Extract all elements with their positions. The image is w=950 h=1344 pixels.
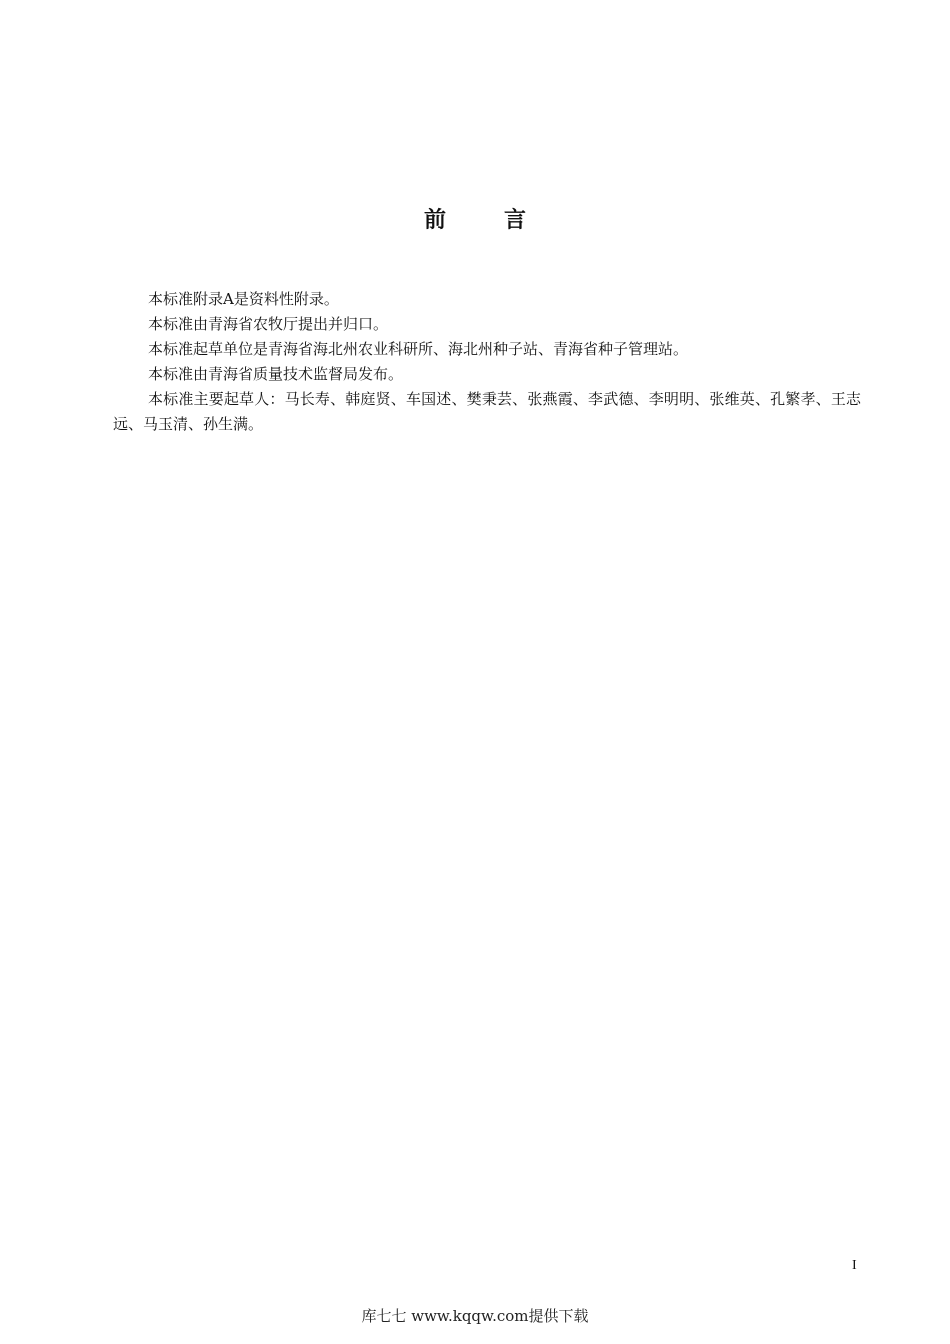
footer-watermark: 库七七 www.kqqw.com提供下载 <box>361 1307 589 1325</box>
paragraph-drafting-units: 本标准起草单位是青海省海北州农业科研所、海北州种子站、青海省种子管理站。 <box>148 340 689 358</box>
page-number: I <box>852 1258 857 1273</box>
page-title <box>0 203 950 234</box>
title-char-1: 前 <box>423 208 446 233</box>
paragraph-proposer: 本标准由青海省农牧厅提出并归口。 <box>148 315 389 333</box>
paragraph-publisher: 本标准由青海省质量技术监督局发布。 <box>148 365 404 383</box>
foreword-body <box>113 287 861 437</box>
paragraph-appendix: 本标准附录A是资料性附录。 <box>148 290 339 308</box>
paragraph-drafters: 本标准主要起草人：马长寿、韩庭贤、车国述、樊秉芸、张燕霞、李武德、李明明、张维英、孔繁孝、王志远、马玉清、孙生满。 <box>113 390 861 433</box>
title-char-2: 言 <box>504 208 527 233</box>
